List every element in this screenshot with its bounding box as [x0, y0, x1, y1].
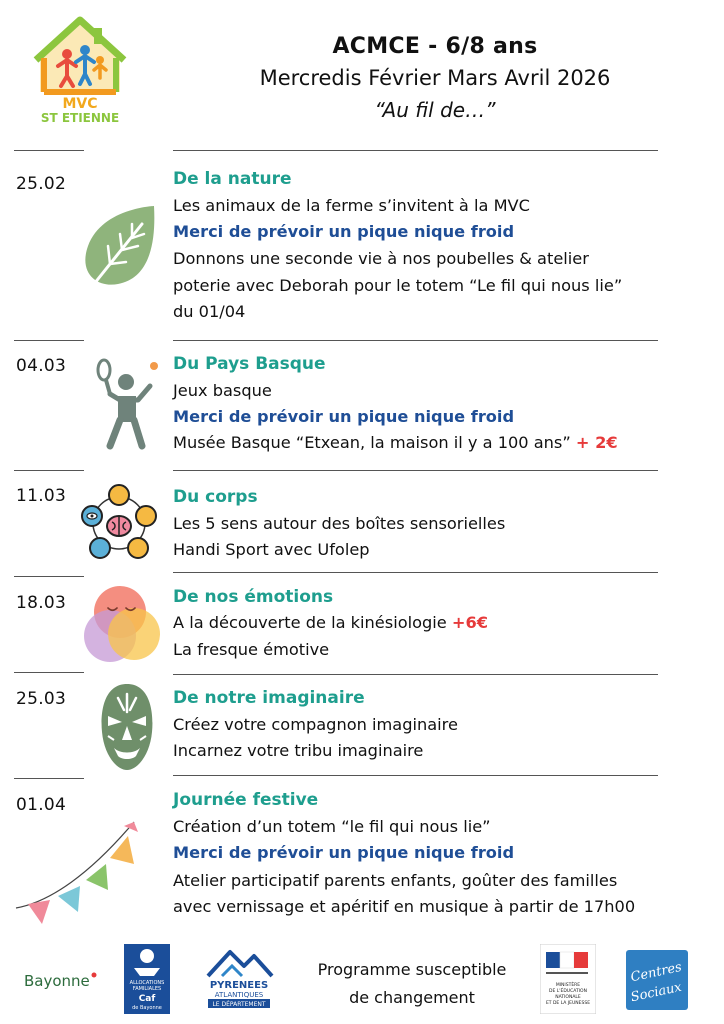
- page-theme: “Au fil de…”: [374, 98, 496, 122]
- logo-text-st-etienne: ST ETIENNE: [40, 111, 120, 122]
- divider: [173, 150, 658, 151]
- bayonne-logo: [22, 964, 100, 994]
- caf-text: de Bayonne: [132, 1005, 162, 1011]
- section-date: 01.04: [16, 795, 67, 815]
- section-date: 11.03: [16, 486, 67, 506]
- divider: [14, 576, 84, 577]
- section-line: Handi Sport avec Ufolep: [173, 540, 370, 559]
- section-line: Création d’un totem “le fil qui nous lie”: [173, 817, 491, 836]
- ministry-text: ET DE LA JEUNESSE: [545, 1001, 591, 1006]
- leaf-icon: [80, 202, 160, 290]
- section-line: Créez votre compagnon imaginaire: [173, 715, 458, 734]
- footer-note: [296, 956, 528, 1012]
- footer-note-line: de changement: [349, 988, 475, 1007]
- emotions-icon: [80, 582, 164, 666]
- pyrenees-text: PYRENEES: [209, 980, 269, 991]
- divider: [14, 150, 84, 151]
- section-line: Atelier participatif parents enfants, goûter des familles: [173, 871, 618, 890]
- notice-picnic: Merci de prévoir un pique nique froid: [173, 843, 515, 862]
- divider: [14, 672, 84, 673]
- divider: [14, 470, 84, 471]
- section-line: Donnons une seconde vie à nos poubelles & atelier: [173, 249, 589, 268]
- logo-text-mvc: MVC: [62, 96, 98, 112]
- pyrenees-text: LE DÉPARTEMENT: [212, 1001, 266, 1008]
- ministry-text: NATIONALE: [555, 995, 581, 1000]
- section-line: Incarnez votre tribu imaginaire: [173, 741, 424, 760]
- section-line: [173, 433, 618, 452]
- footer-note-line: Programme susceptible: [317, 960, 507, 979]
- centres-sociaux-text: Centres: [629, 959, 684, 986]
- bayonne-logo-text: Bayonne: [24, 972, 90, 990]
- notice-picnic: Merci de prévoir un pique nique froid: [173, 407, 515, 426]
- section-line: [173, 613, 488, 632]
- mvc-logo: [30, 14, 130, 122]
- divider: [173, 674, 658, 675]
- section-line: Jeux basque: [173, 381, 272, 400]
- divider: [173, 470, 658, 471]
- section-date: 25.02: [16, 174, 67, 194]
- price-badge: + 2€: [575, 433, 618, 452]
- section-line: Les animaux de la ferme s’invitent à la MVC: [173, 196, 530, 215]
- section-title: De nos émotions: [173, 587, 334, 607]
- caf-text: Caf: [138, 994, 156, 1004]
- section-line: poterie avec Deborah pour le totem “Le fil qui nous lie”: [173, 276, 623, 295]
- centres-sociaux-logo: [626, 950, 688, 1010]
- section-title: De notre imaginaire: [173, 688, 365, 708]
- bunting-icon: [10, 818, 140, 928]
- divider: [14, 340, 84, 341]
- ministry-text: MINISTÈRE: [555, 983, 581, 988]
- caf-logo: [124, 944, 170, 1014]
- five-senses-icon: [80, 484, 158, 562]
- section-line: avec vernissage et apéritif en musique à partir de 17h00: [173, 897, 636, 916]
- section-title: Du corps: [173, 487, 258, 507]
- pyrenees-atlantiques-logo: [202, 946, 276, 1008]
- caf-text: FAMILIALES: [132, 986, 162, 992]
- section-date: 25.03: [16, 689, 67, 709]
- museum-visit-text: Musée Basque “Etxean, la maison il y a 100 ans”: [173, 433, 571, 452]
- section-line: Les 5 sens autour des boîtes sensorielles: [173, 514, 506, 533]
- page-subtitle: Mercredis Février Mars Avril 2026: [259, 66, 611, 90]
- section-date: 04.03: [16, 356, 67, 376]
- price-badge: +6€: [451, 613, 488, 632]
- section-date: 18.03: [16, 593, 67, 613]
- divider: [14, 778, 84, 779]
- ministry-logo: [540, 944, 596, 1014]
- page-title: ACMCE - 6/8 ans: [332, 34, 538, 59]
- pyrenees-text: ATLANTIQUES: [214, 991, 264, 999]
- ministry-text: DE L'ÉDUCATION: [549, 989, 587, 994]
- kinesiology-text: A la découverte de la kinésiologie: [173, 613, 447, 632]
- section-title: Du Pays Basque: [173, 354, 326, 374]
- section-title: Journée festive: [173, 790, 319, 810]
- divider: [173, 572, 658, 573]
- divider: [173, 775, 658, 776]
- section-title: De la nature: [173, 169, 292, 189]
- centres-sociaux-text: Sociaux: [629, 979, 684, 1006]
- caf-text: ALLOCATIONS: [129, 980, 165, 986]
- tribal-mask-icon: [98, 682, 156, 772]
- divider: [173, 340, 658, 341]
- notice-picnic: Merci de prévoir un pique nique froid: [173, 222, 515, 241]
- section-line: La fresque émotive: [173, 640, 330, 659]
- section-line: du 01/04: [173, 302, 246, 321]
- pelota-player-icon: [94, 356, 160, 452]
